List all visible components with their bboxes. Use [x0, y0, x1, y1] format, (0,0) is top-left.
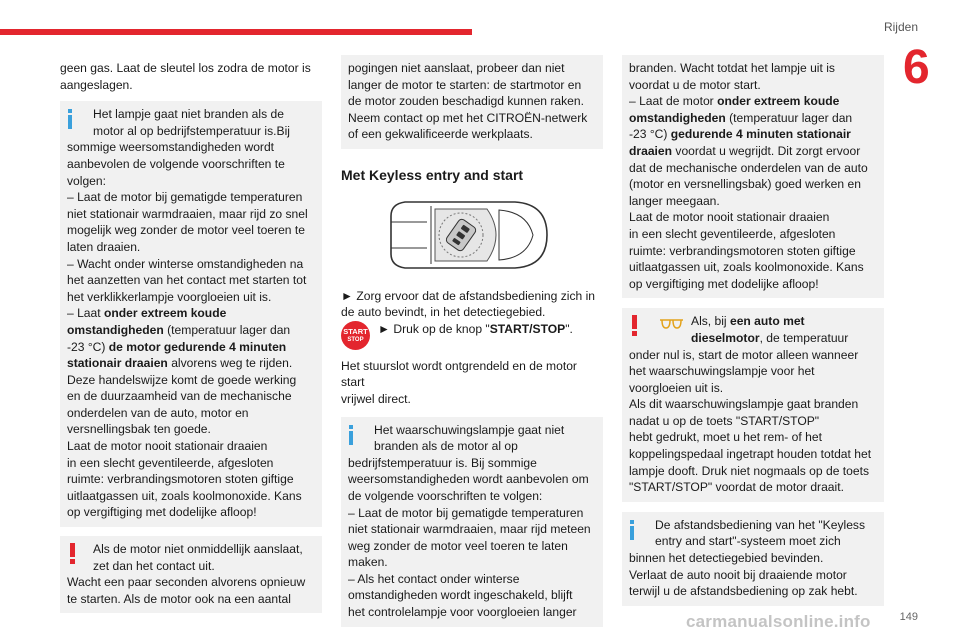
info-icon: [630, 520, 634, 540]
text-line: Deze handelswijze komt de goede werking: [67, 372, 297, 387]
text-line: nadat u op de toets "START/STOP": [629, 413, 820, 428]
text-fragment: (temperatuur lager dan: [163, 322, 291, 337]
bold-text: stationair draaien: [67, 356, 168, 371]
text-line: branden. Wacht totdat het lampje uit is: [629, 61, 835, 75]
text-line: geen gas. Laat de sleutel los zodra de motor is: [60, 61, 311, 75]
text-line: – Als het contact onder winterse: [348, 571, 520, 586]
warning-box: [60, 536, 322, 613]
text-line: in een slecht geventileerde, afgesloten: [629, 226, 836, 241]
text-line: De afstandsbediening van het "Keyless: [655, 517, 866, 532]
text-line: langer meegaan.: [629, 193, 720, 208]
text-line: Als dit waarschuwingslampje gaat branden: [629, 397, 859, 412]
bold-text: omstandigheden: [67, 322, 164, 337]
chapter-number: 6: [903, 41, 930, 94]
bold-text: een auto met: [729, 314, 805, 329]
section-title: Rijden: [883, 20, 918, 34]
text-line: uitlaatgassen uit, zoals koolmonoxide. Kans: [67, 488, 302, 503]
step-instruction: [341, 288, 603, 321]
text-line: voorgloeien uit is.: [629, 380, 724, 395]
text-line: op vergiftiging met dodelijke afloop!: [67, 505, 257, 520]
text-line: zet dan het contact uit.: [93, 558, 215, 573]
text-line: laten draaien.: [67, 239, 141, 254]
info-text: [67, 139, 315, 521]
text-line: de motor zouden beschadigd kunnen raken.: [348, 94, 584, 109]
text-line: onderdelen van de auto, motor en: [67, 405, 249, 420]
text-line: Het lampje gaat niet branden als de: [93, 107, 284, 122]
bold-text: onder extreem koude: [103, 306, 227, 321]
header-accent-bar: [0, 29, 472, 35]
text-line: ruimte: verbrandingsmotoren stoten giftige: [629, 243, 856, 258]
text-line: volgen:: [67, 173, 106, 188]
text-line: mogelijk weg zonder de motor veel toeren te: [67, 223, 305, 238]
section-heading: Met Keyless entry and start: [341, 166, 524, 183]
text-line: [629, 330, 877, 347]
text-fragment: -23 °C): [67, 339, 109, 354]
info-box: [622, 512, 884, 606]
text-fragment: Als, bij: [691, 314, 730, 329]
text-line: of een gekwalificeerde werkplaats.: [348, 127, 533, 142]
bold-text: START/STOP: [489, 321, 566, 336]
text-line: het aanzetten van het contact met starten tot: [67, 273, 307, 288]
text-line: het waarschuwingslampje voor het: [629, 364, 815, 379]
text-line: weg zonder de motor veel toeren te laten: [348, 538, 568, 553]
text-line: versnellingsbak ten goede.: [67, 422, 211, 437]
text-line: niet stationair warmdraaien, maar rijd meteen: [348, 522, 591, 537]
text-line: op vergiftiging met dodelijke afloop!: [629, 276, 819, 291]
text-line: Het waarschuwingslampje gaat niet: [374, 422, 565, 437]
text-line: Wacht een paar seconden alvorens opnieuw: [67, 575, 306, 590]
text-line: motor al op bedrijfstemperatuur is.Bij: [93, 123, 290, 138]
bold-text: draaien: [629, 143, 673, 158]
step-text: [378, 321, 573, 338]
info-icon: [68, 109, 72, 129]
car-illustration: [387, 194, 551, 276]
column-3: [622, 55, 884, 606]
bold-text: dieselmotor: [691, 330, 760, 345]
info-box: [60, 101, 322, 527]
text-fragment: alvorens weg te rijden.: [167, 356, 293, 371]
text-line: uitlaatgassen uit, zoals koolmonoxide. Kans: [629, 260, 864, 275]
text-line: Verlaat de auto nooit bij draaiende motor: [629, 567, 847, 582]
text-line: hebt gedrukt, moet u het rem- of het: [629, 430, 822, 445]
text-line: te starten. Als de motor ook na een aantal: [67, 591, 291, 606]
text-line: in een slecht geventileerde, afgesloten: [67, 455, 274, 470]
bold-text: omstandigheden: [629, 110, 726, 125]
text-line: voordat u de motor start.: [629, 77, 761, 92]
bold-text: onder extreem koude: [717, 94, 840, 109]
text-fragment: (temperatuur lager dan: [725, 110, 853, 125]
column-1: [60, 60, 322, 613]
text-line: ► Zorg ervoor dat de afstandsbediening zich in: [341, 288, 595, 303]
glow-plug-icon: [660, 318, 684, 330]
intro-paragraph: [60, 60, 322, 93]
text-line: sommige weersomstandigheden wordt: [67, 140, 275, 155]
text-line: omstandigheden wordt ingeschakeld, blijft: [348, 588, 573, 603]
warning-icon: [70, 543, 75, 564]
text-line: Laat de motor nooit stationair draaien: [67, 439, 268, 454]
text-line: ruimte: verbrandingsmotoren stoten giftige: [67, 472, 294, 487]
text-line: "START/STOP" voordat de motor draait.: [629, 480, 844, 495]
text-line: terwijl u de afstandsbediening op zak hebt.: [629, 584, 858, 599]
text-line: dat de mechanische onderdelen van de auto: [629, 160, 868, 175]
diesel-warning-box: [622, 308, 884, 502]
info-icon: [349, 425, 353, 445]
text-line: Het stuurslot wordt ontgrendeld en de motor start: [341, 358, 577, 390]
text-fragment: -23 °C): [629, 127, 671, 142]
column-2: [341, 55, 603, 627]
text-line: weersomstandigheden wordt aanbevolen om: [348, 472, 589, 487]
text-line: niet stationair warmdraaien, maar rijd zo snel: [67, 206, 308, 221]
text-line: vrijwel direct.: [341, 391, 411, 406]
text-fragment: voordat u wegrijdt. Dit zorgt ervoor: [672, 143, 861, 158]
text-line: (motor en versnellingsbak) goed werken en: [629, 177, 861, 192]
text-line: koppelingspedaal ingetrapt houden totdat het: [629, 447, 872, 462]
text-line: branden als de motor al op: [374, 439, 518, 454]
car-top-view-icon: [387, 194, 551, 276]
text-line: en de duurzaamheid van de mechanische: [67, 389, 292, 404]
text-line: – Laat de motor bij gematigde temperaturen: [67, 190, 303, 205]
start-stop-step: [341, 321, 603, 353]
text-line: – Wacht onder winterse omstandigheden na: [67, 256, 304, 271]
text-line: maken.: [348, 555, 388, 570]
text-line: aangeslagen.: [60, 77, 133, 92]
text-line: langer de motor te starten: de startmotor en: [348, 77, 582, 92]
text-line: het controlelampje voor voorgloeien langer: [348, 605, 577, 620]
text-line: Als de motor niet onmiddellijk aanslaat,: [93, 542, 303, 557]
text-fragment: – Laat de motor: [629, 94, 718, 109]
text-line: de auto bevindt, in het detectiegebied.: [341, 305, 546, 320]
text-line: Neem contact op met het CITROËN-netwerk: [348, 110, 588, 125]
text-fragment: ► Druk op de knop ": [378, 321, 490, 336]
text-line: aanbevolen de volgende voorschriften te: [67, 156, 285, 171]
text-line: Laat de motor nooit stationair draaien: [629, 210, 830, 225]
warning-box-continued: [341, 55, 603, 149]
text-line: lampje dooft. Druk niet nogmaals op de toets: [629, 463, 869, 478]
text-line: onder nul is, start de motor alleen wanneer: [629, 347, 859, 362]
info-box: [341, 417, 603, 627]
bold-text: gedurende 4 minuten stationair: [670, 127, 851, 142]
text-fragment: , de temperatuur: [759, 330, 849, 345]
warning-icon: [632, 315, 637, 336]
text-fragment: ".: [565, 321, 573, 336]
watermark: carmanualsonline.info: [686, 612, 871, 631]
bold-text: de motor gedurende 4 minuten: [108, 339, 287, 354]
button-label: START: [343, 326, 368, 336]
text-line: binnen het detectiegebied bevinden.: [629, 551, 824, 566]
info-box-continued: [622, 55, 884, 298]
page-number: 149: [899, 611, 918, 623]
text-line: – Laat de motor bij gematigde temperaturen: [348, 505, 584, 520]
button-label: STOP: [347, 336, 364, 343]
start-stop-button-icon: [341, 321, 370, 350]
text-line: de volgende voorschriften te volgen:: [348, 488, 543, 503]
text-line: entry and start"-systeem moet zich: [655, 534, 841, 549]
text-line: bedrijfstemperatuur is. Bij sommige: [348, 455, 537, 470]
text-line: pogingen niet aanslaat, probeer dan niet: [348, 61, 565, 75]
result-paragraph: [341, 358, 603, 408]
text-line: het verklikkerlampje voorgloeien uit is.: [67, 289, 272, 304]
text-fragment: – Laat: [67, 306, 104, 321]
